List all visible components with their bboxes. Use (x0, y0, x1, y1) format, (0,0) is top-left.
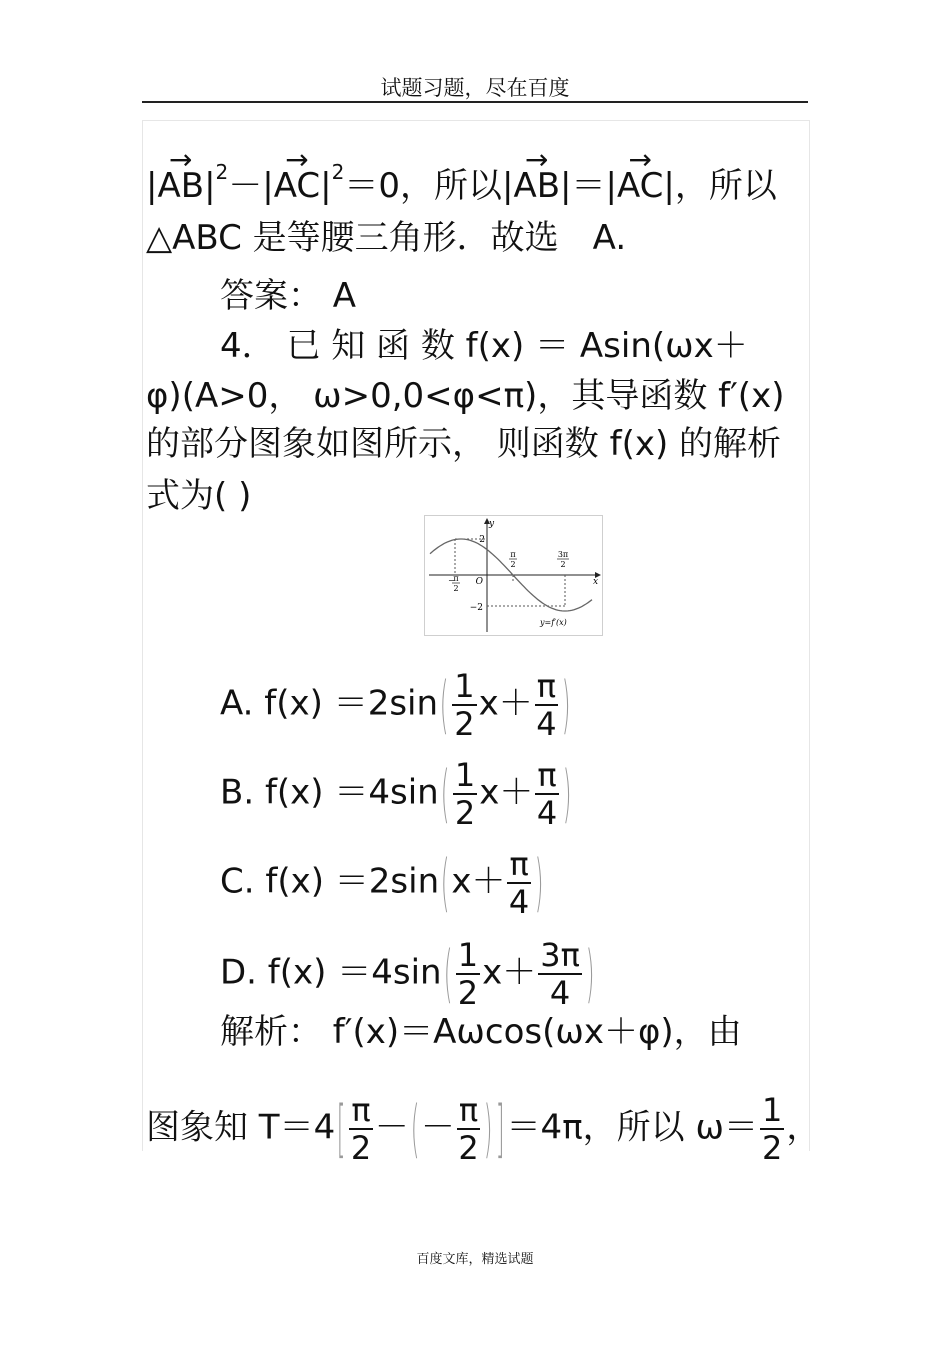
coef-fraction (456, 937, 480, 1011)
page-header: 试题习题，尽在百度 (380, 76, 570, 100)
option-c-prefix: C. f(x) ＝2sin (220, 861, 440, 902)
vector-ab: → AB (513, 166, 560, 206)
frac-den: 2 (458, 1129, 479, 1167)
frac-den: 4 (549, 974, 571, 1012)
frac-num: π (509, 845, 529, 883)
option-c-mid: x＋ (451, 861, 506, 902)
curve-label: y=f′(x) (540, 618, 567, 627)
coef-fraction (452, 668, 476, 742)
option-b: B. f(x) ＝4sin( $\frac{1}{2}$ x＋ $\frac{\pi}{4}$ ) (220, 756, 572, 832)
negative-sign: － (420, 1107, 455, 1148)
header-divider (142, 101, 808, 103)
origin-label: O (475, 577, 483, 587)
vector-ab: → AB (157, 166, 204, 206)
question-4-line-2: φ)(A>0， ω>0,0<φ<π)，其导函数 f′(x) (146, 376, 785, 416)
period-result: ＝4π，所以 ω＝ (506, 1107, 758, 1148)
frac-num: 1 (454, 667, 475, 705)
frac-num: π (458, 1091, 479, 1129)
phase-fraction (535, 757, 558, 831)
frac-num: π (351, 1091, 371, 1129)
triangle-conclusion-line: △ABC 是等腰三角形．故选 A. (146, 218, 627, 258)
frac-num: 3π (540, 936, 580, 974)
analysis-line-1: 解析： f′(x)＝Aωcos(ωx＋φ)，由 (220, 1012, 742, 1052)
x-3-num: 3π (557, 550, 569, 559)
option-d-mid: x＋ (482, 952, 537, 993)
y-axis-label: y (489, 519, 495, 529)
option-a-mid: x＋ (478, 683, 533, 724)
frac-den: 4 (536, 794, 558, 832)
option-d: D. f(x) ＝4sin( $\frac{1}{2}$ x＋ $\frac{3\pi}{4}$ ) (220, 936, 595, 1012)
graph-svg (425, 516, 602, 635)
neg-half-pi-fraction (457, 1092, 480, 1166)
x-neg-num: π (453, 574, 459, 583)
frac-num: 1 (454, 756, 476, 794)
half-pi-fraction (349, 1092, 372, 1166)
period-prefix: 图象知 T＝4 (146, 1107, 336, 1148)
frac-den: 2 (761, 1129, 783, 1167)
frac-num: π (536, 667, 556, 705)
equals-zero-text: ＝0，所以 (344, 166, 502, 206)
square-exponent: 2 (331, 160, 345, 184)
option-c: C. f(x) ＝2sin(x＋ $\frac{\pi}{4}$ ) (220, 845, 544, 921)
x-pos-den: 2 (510, 560, 516, 569)
question-4-line-1: 4． 已 知 函 数 f(x) ＝ Asin(ωx＋ (220, 326, 748, 366)
minus-sign: － (374, 1107, 409, 1148)
x-pos-num: π (510, 550, 516, 559)
option-b-prefix: B. f(x) ＝4sin (220, 772, 439, 813)
vector-equation-line: |→ $AB|^2-|\to AC|^2=0$，所以|→ AB|＝|→ AC|，所以 (146, 152, 777, 206)
analysis-line-2: 图象知 T＝4[ $\frac{\pi}{2}$ －(－ $\frac{\pi}{2}$ )]＝4π，所以 ω＝ $\frac{1}{2}$ ， (146, 1091, 821, 1167)
x-neg-den: 2 (453, 584, 459, 593)
frac-den: 2 (454, 705, 475, 743)
coef-fraction (453, 757, 477, 831)
y-max-label: 2 (479, 535, 485, 545)
derivative-graph (424, 515, 603, 636)
option-b-mid: x＋ (479, 772, 534, 813)
y-min-label: −2 (469, 603, 483, 613)
frac-den: 2 (350, 1129, 372, 1167)
phase-fraction (535, 668, 558, 742)
question-4-line-4: 式为( ) (146, 476, 252, 516)
conclusion-text: ，所以 (674, 166, 777, 206)
frac-num: 1 (457, 936, 479, 974)
trailing-comma: ， (786, 1107, 821, 1148)
omega-fraction (760, 1092, 784, 1166)
minus-sign: － (228, 166, 263, 206)
vector-ac: → AC (617, 166, 663, 206)
frac-den: 2 (457, 974, 479, 1012)
x-3-den: 2 (560, 560, 566, 569)
x-axis-label: x (593, 577, 599, 587)
answer-line: 答案： A (220, 276, 357, 316)
x-neg-sign: − (448, 576, 455, 585)
phase-fraction (507, 846, 530, 920)
frac-den: 4 (508, 883, 530, 921)
phase-fraction (538, 937, 582, 1011)
frac-num: 1 (761, 1091, 783, 1129)
option-a: A. f(x) ＝2sin( $\frac{1}{2}$ x＋ $\frac{\pi}{4}$ ) (220, 667, 571, 743)
square-exponent: 2 (215, 160, 229, 184)
question-4-line-3: 的部分图象如图所示， 则函数 f(x) 的解析 (146, 424, 782, 464)
option-d-prefix: D. f(x) ＝4sin (220, 952, 442, 993)
equals-sign: ＝ (571, 166, 606, 206)
vector-ac: → AC (274, 166, 320, 206)
frac-den: 4 (536, 705, 557, 743)
option-a-prefix: A. f(x) ＝2sin (220, 683, 439, 724)
frac-den: 2 (454, 794, 476, 832)
page-footer: 百度文库，精选试题 (416, 1252, 534, 1267)
frac-num: π (537, 756, 557, 794)
